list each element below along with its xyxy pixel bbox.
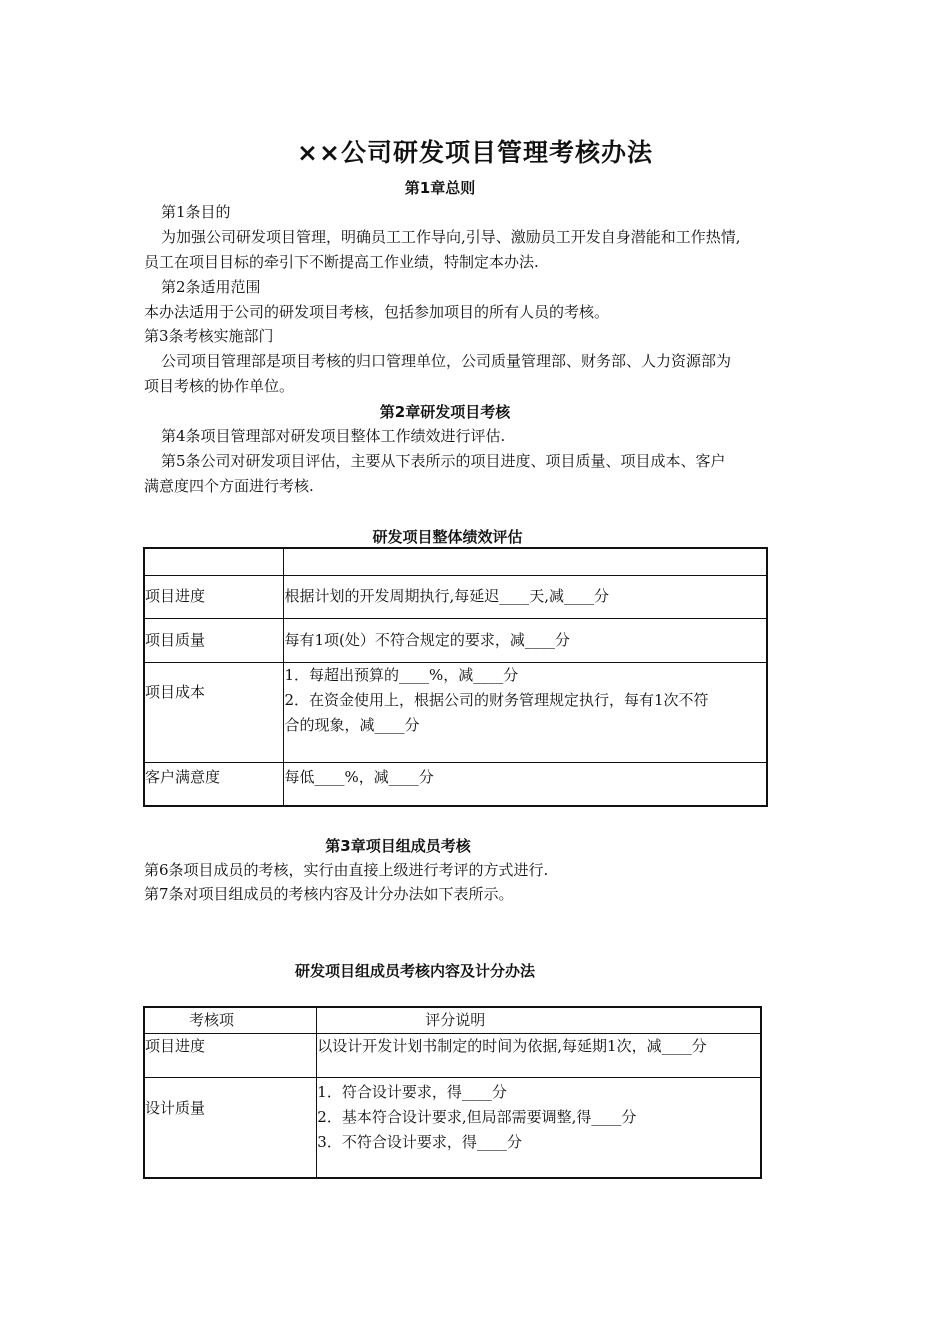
article-3-title: 第3条考核实施部门 (144, 327, 274, 345)
article-4: 第4条项目管理部对研发项目整体工作绩效进行评估. (161, 427, 506, 445)
table-2-caption: 研发项目组成员考核内容及计分办法 (294, 962, 535, 980)
table-header-row (144, 1007, 761, 1034)
item-cell: 项目质量 (144, 618, 284, 662)
article-5-line-2: 满意度四个方面进行考核. (144, 477, 314, 495)
chapter-3-heading: 第3章项目组成员考核 (325, 837, 471, 855)
item-cell: 项目成本 (144, 662, 284, 762)
member-scoring-table (143, 1006, 762, 1179)
header-cell-desc: 评分说明 (317, 1007, 761, 1034)
article-3-body-line-2: 项目考核的协作单位。 (144, 377, 295, 395)
article-2-body: 本办法适用于公司的研发项目考核，包括参加项目的所有人员的考核。 (144, 303, 610, 321)
header-cell-item: 考核项 (144, 1007, 317, 1034)
desc-line: 2．在资金使用上，根据公司的财务管理规定执行，每有1次不符 (284, 690, 709, 709)
chapter-1-heading: 第1章总则 (404, 179, 476, 197)
item-cell: 客户满意度 (144, 762, 284, 806)
item-cell: 项目进度 (144, 1034, 317, 1078)
desc-line: 合的现象，减____分 (284, 715, 420, 734)
desc-cell (317, 1078, 761, 1178)
article-1-title: 第1条目的 (161, 203, 231, 221)
performance-table (143, 547, 768, 807)
header-cell (284, 548, 767, 575)
table-row (144, 575, 767, 618)
desc-line: 1．每超出预算的____%，减____分 (284, 665, 519, 684)
desc-cell: 每有1项(处）不符合规定的要求，减____分 (284, 618, 767, 662)
table-row (144, 762, 767, 806)
table-row (144, 662, 767, 762)
table-row (144, 1078, 761, 1178)
article-1-body-line-1: 为加强公司研发项目管理，明确员工工作导向,引导、激励员工开发自身潜能和工作热情, (161, 228, 741, 246)
desc-line: 2．基本符合设计要求,但局部需要调整,得____分 (317, 1108, 637, 1126)
header-cell (144, 548, 284, 575)
desc-cell: 每低____%，减____分 (284, 762, 767, 806)
document-title: ××公司研发项目管理考核办法 (297, 138, 653, 167)
article-5-line-1: 第5条公司对研发项目评估，主要从下表所示的项目进度、项目质量、项目成本、客户 (161, 452, 726, 470)
table-1-caption: 研发项目整体绩效评估 (372, 528, 523, 546)
desc-line: 1．符合设计要求，得____分 (317, 1083, 507, 1101)
chapter-2-heading: 第2章研发项目考核 (379, 403, 511, 421)
item-cell: 设计质量 (144, 1078, 317, 1178)
article-7: 第7条对项目组成员的考核内容及计分办法如下表所示。 (144, 885, 514, 903)
table-row (144, 618, 767, 662)
article-3-body-line-1: 公司项目管理部是项目考核的归口管理单位，公司质量管理部、财务部、人力资源部为 (161, 352, 732, 370)
table-row (144, 1034, 761, 1078)
desc-line: 3．不符合设计要求，得____分 (317, 1133, 522, 1151)
desc-cell (284, 662, 767, 762)
desc-cell: 以设计开发计划书制定的时间为依据,每延期1次，减____分 (317, 1034, 761, 1078)
article-6: 第6条项目成员的考核，实行由直接上级进行考评的方式进行. (144, 861, 549, 879)
article-2-title: 第2条适用范围 (161, 278, 261, 296)
article-1-body-line-2: 员工在项目目标的牵引下不断提高工作业绩，特制定本办法. (144, 253, 539, 271)
item-cell: 项目进度 (144, 575, 284, 618)
desc-cell: 根据计划的开发周期执行,每延迟____天,减____分 (284, 575, 767, 618)
table-header-row (144, 548, 767, 575)
